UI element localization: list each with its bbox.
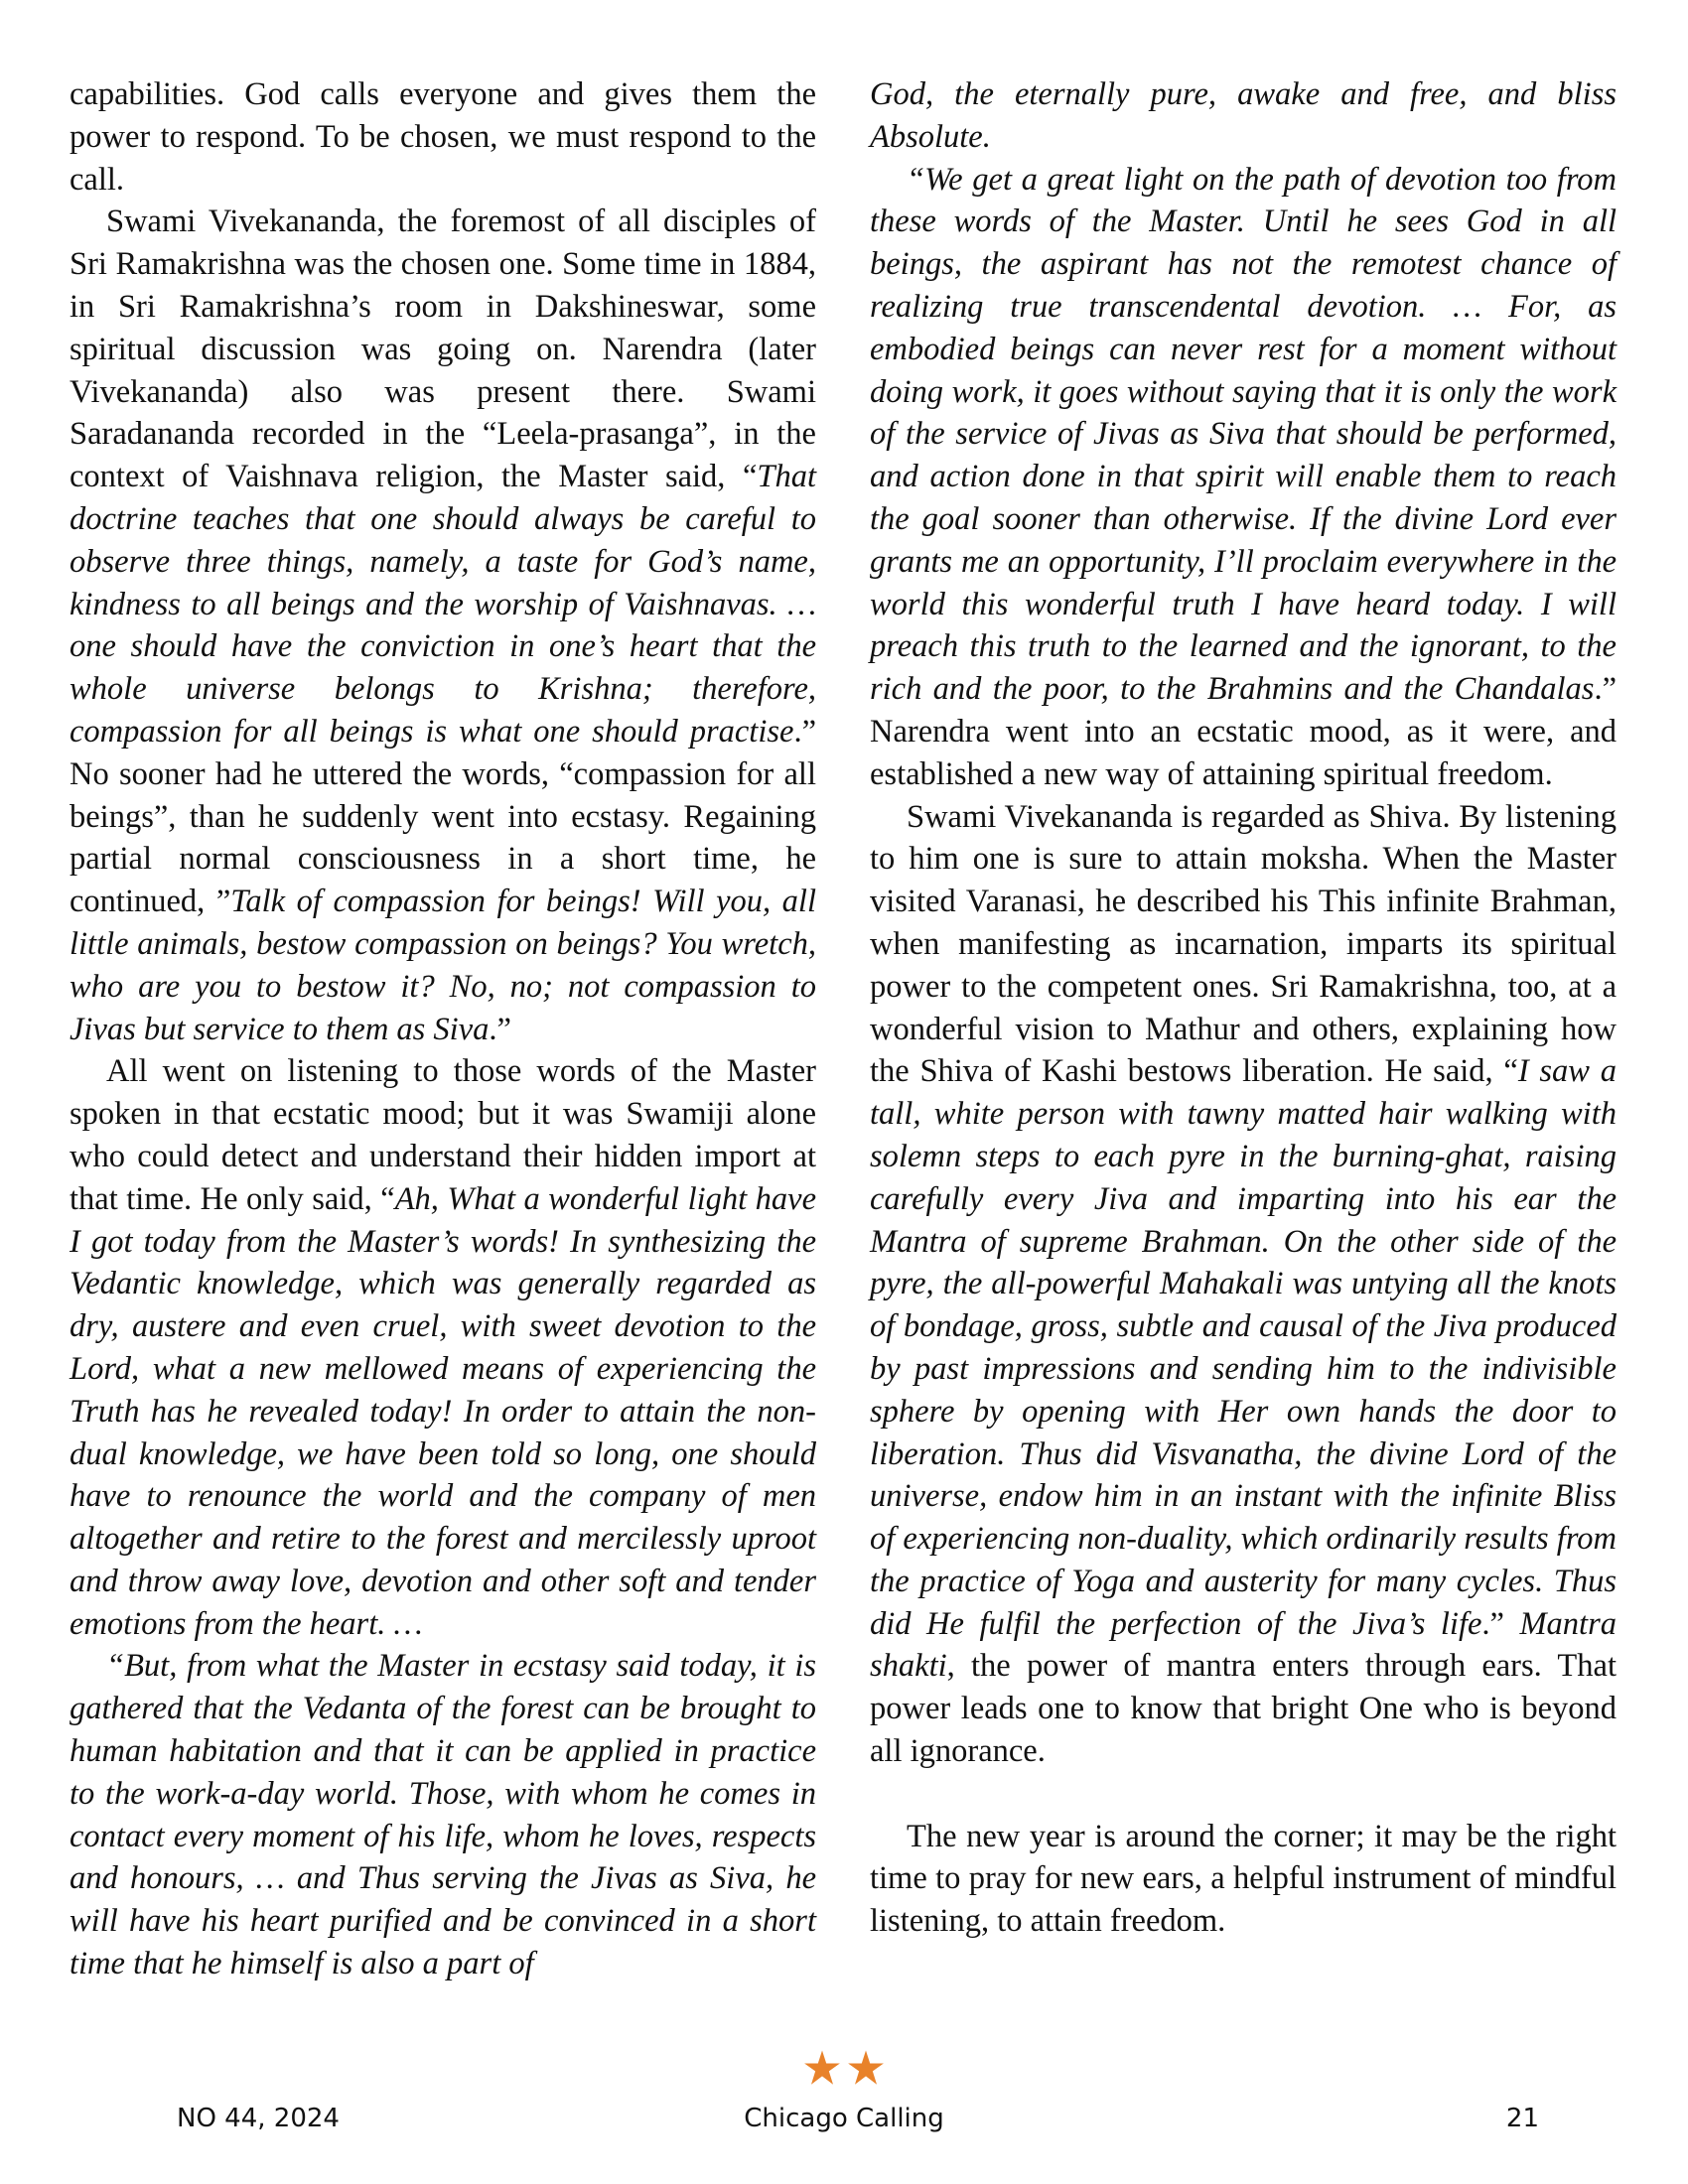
- italic-quote-run: That doctrine teaches that one should always be careful to observe three things, namely, a taste for God’s name, kindness to all beings and the worship of Vaishnavas. … one should have the conviction in one’s heart that the whole universe belongs to Krishna; therefore, compassion for all beings is what one should practise: [70, 459, 816, 750]
- right-paragraph-1-text: God, the eternally pure, awake and free, and bliss Absolute.: [870, 76, 1617, 155]
- left-paragraph-4-text: “But, from what the Master in ecstasy said today, it is gathered that the Vedanta of the forest can be brought to human habitation and that it can be applied in practice to the work-a-day world. Those, with whom he comes in contact every moment of his life, whom he loves, respects and honours, … and Thus serving the Jivas as Siva, he will have his heart purified and be convinced in a short time that he himself is also a part of: [70, 1648, 816, 1982]
- left-paragraph-4: [70, 1645, 816, 1984]
- text-run: , the power of mantra enters through ears. That power leads one to know that bright One who is beyond all ignorance.: [870, 1648, 1617, 1770]
- left-paragraph-3: [70, 1050, 816, 1645]
- left-column: [70, 73, 816, 1985]
- italic-quote-run: I saw a tall, white person with tawny matted hair walking with solemn steps to each pyre in the burning-ghat, raising carefully every Jiva and imparting into his ear the Mantra of supreme Brahman. On the other side of the pyre, the all-powerful Mahakali was untying all the knots of bondage, gross, subtle and causal of the Jiva produced by past impressions and sending him to the indivisible sphere by opening with Her own hands the door to liberation. Thus did Visvanatha, the divine Lord of the universe, endow him in an instant with the infinite Bliss of experiencing non-duality, which ordinarily results from the practice of Yoga and austerity for many cycles. Thus did He fulfil the perfection of the Jiva’s life: [870, 1053, 1617, 1642]
- text-run: Swami Vivekananda is regarded as Shiva. By listening to him one is sure to attain moksha. When the Master visited Varanasi, he described his This infinite Brahman, when manifesting as incarnation, imparts its spiritual power to the competent ones. Sri Ramakrishna, too, at a wonderful vision to Mathur and others, explaining how the Shiva of Kashi bestows liberation. He said, “: [870, 798, 1617, 1090]
- page-number: 21: [1505, 2104, 1539, 2133]
- text-run: .” Narendra went into an ecstatic mood, as it were, and established a new way of attaining spiritual freedom.: [870, 671, 1617, 792]
- star-icon: [803, 2049, 841, 2087]
- star-icon: [847, 2049, 885, 2087]
- right-paragraph-4: The new year is around the corner; it may be the right time to pray for new ears, a helpful instrument of mindful listening, to attain freedom.: [870, 1818, 1617, 1940]
- right-paragraph-2: [870, 159, 1617, 796]
- issue-label: NO 44, 2024: [177, 2104, 340, 2133]
- right-paragraph-1: [870, 73, 1617, 159]
- italic-quote-run: “We get a great light on the path of devotion too from these words of the Master. Until he sees God in all beings, the aspirant has not the remotest chance of realizing true transcendental devotion. … For, as embodied beings can never rest for a moment without doing work, it goes without saying that it is only the work of the service of Jivas as Siva that should be performed, and action done in that spirit will enable them to reach the goal sooner than otherwise. If the divine Lord ever grants me an opportunity, I’ll proclaim everywhere in the world this wonderful truth I have heard today. I will preach this truth to the learned and the ignorant, to the rich and the poor, to the Brahmins and the Chandalas: [870, 161, 1617, 708]
- page-footer: [0, 2099, 1688, 2138]
- right-column: [870, 73, 1617, 1943]
- text-run: .” No sooner had he uttered the words, “compassion for all beings”, than he suddenly went into ecstasy. Regaining partial normal consciousness in a short time, he continued, ”: [70, 713, 816, 920]
- left-paragraph-2: [70, 201, 816, 1050]
- italic-quote-run: Ah, What a wonderful light have I got today from the Master’s words! In synthesizing the Vedantic knowledge, which was generally regarded as dry, austere and even cruel, with sweet devotion to the Lord, what a new mellowed means of experiencing the Truth has he revealed today! In order to attain the non-dual knowledge, we have been told so long, one should have to renounce the world and the company of men altogether and retire to the forest and mercilessly uproot and throw away love, devotion and other soft and tender emotions from the heart. …: [70, 1180, 816, 1642]
- text-run: .”: [489, 1011, 511, 1047]
- italic-quote-run: Talk of compassion for beings! Will you, all little animals, bestow compassion on beings? You wretch, who are you to bestow it? No, no; not compassion to Jivas but service to them as Siva: [70, 884, 816, 1047]
- star-ornament: [0, 2049, 1688, 2097]
- text-run: Swami Vivekananda, the foremost of all disciples of Sri Ramakrishna was the chosen one. Some time in 1884, in Sri Ramakrishna’s room in Dakshineswar, some spiritual discussion was going on. Narendra (later Vivekananda) also was present there. Swami Saradananda recorded in the “Leela-prasanga”, in the context of Vaishnava religion, the Master said, “: [70, 204, 816, 495]
- italic-quote-run: Mantra shakti: [870, 1605, 1617, 1685]
- magazine-title: Chicago Calling: [744, 2104, 944, 2133]
- right-paragraph-3: [870, 796, 1617, 1773]
- text-run: All went on listening to those words of the Master spoken in that ecstatic mood; but it was Swamiji alone who could detect and understand their hidden import at that time. He only said, “: [70, 1053, 816, 1217]
- left-paragraph-1: capabilities. God calls everyone and gives them the power to respond. To be chosen, we must respond to the call.: [70, 76, 816, 198]
- text-run: .”: [1481, 1605, 1520, 1642]
